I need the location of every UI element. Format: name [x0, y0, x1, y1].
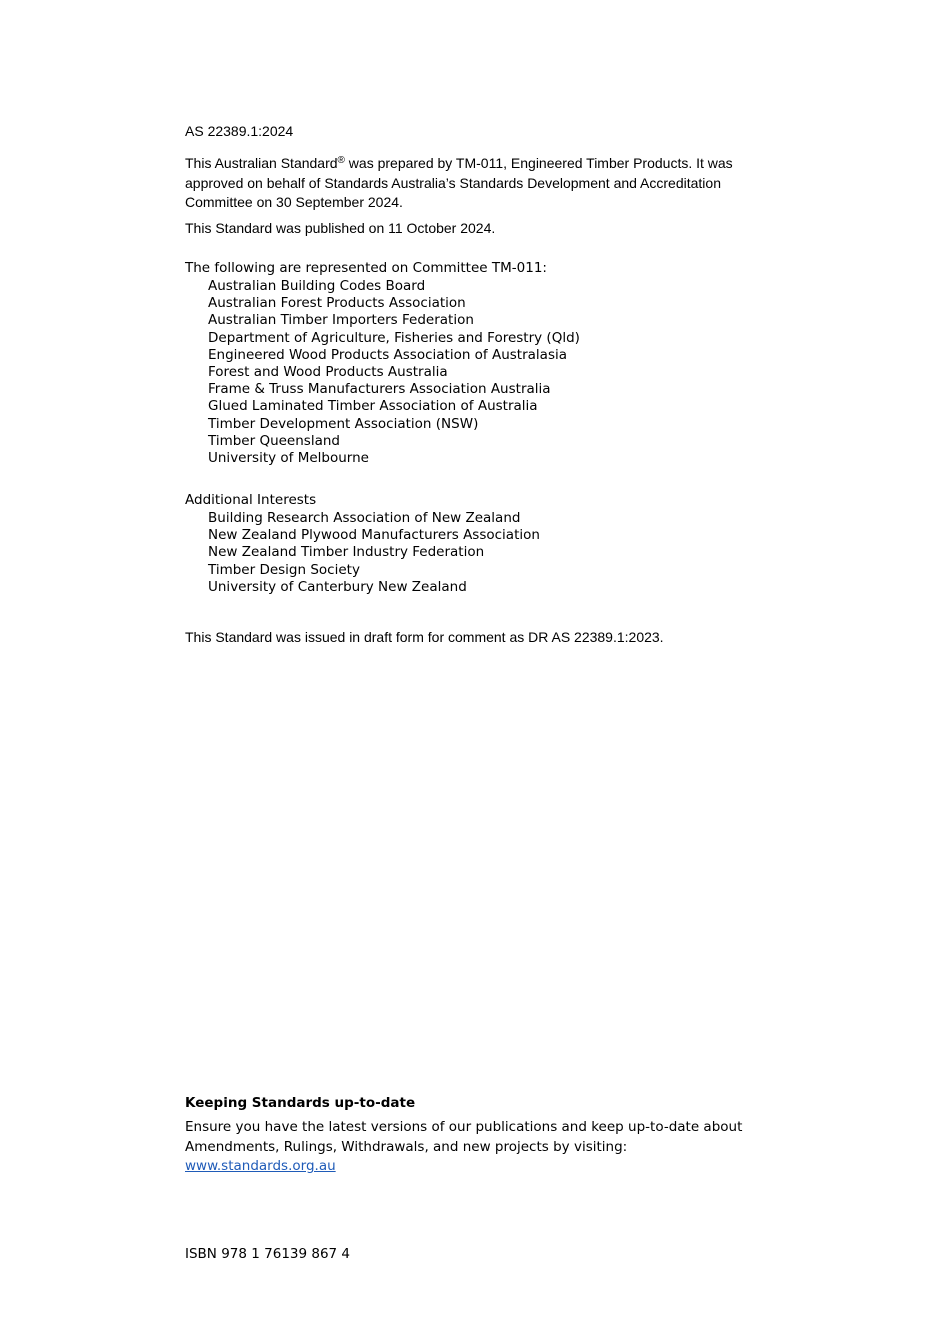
- additional-interest-member: New Zealand Timber Industry Federation: [208, 544, 485, 561]
- additional-interests-heading: Additional Interests: [185, 492, 317, 508]
- additional-interests-list: [185, 510, 540, 596]
- committee-heading: The following are represented on Committee TM-011:: [185, 260, 547, 276]
- committee-member: Department of Agriculture, Fisheries and Forestry (Qld): [208, 329, 580, 346]
- publication-date-statement: This Standard was published on 11 October 2024.: [185, 220, 496, 236]
- committee-member: Frame & Truss Manufacturers Association Australia: [208, 381, 551, 398]
- preparation-text-start: This Australian Standard: [185, 155, 338, 171]
- committee-member: University of Melbourne: [208, 449, 369, 466]
- standards-website-link[interactable]: www.standards.org.au: [185, 1158, 336, 1174]
- additional-interest-member: Timber Design Society: [208, 561, 360, 578]
- committee-member: Forest and Wood Products Australia: [208, 363, 448, 380]
- additional-interest-member: Building Research Association of New Zealand: [208, 510, 521, 526]
- committee-member: Timber Development Association (NSW): [208, 415, 479, 432]
- committee-member: Australian Building Codes Board: [208, 278, 426, 294]
- committee-member: Engineered Wood Products Association of Australasia: [208, 346, 567, 363]
- preparation-text-end: was prepared by TM-011, Engineered Timber Products. It was approved on behalf of Standards Australia’s Standards Development and Accreditation Committee on 30 September 2024.: [185, 155, 733, 210]
- additional-interests-section: [185, 490, 540, 596]
- additional-interest-member: New Zealand Plywood Manufacturers Association: [208, 527, 540, 544]
- draft-note: This Standard was issued in draft form for comment as DR AS 22389.1:2023.: [185, 629, 664, 645]
- registered-mark: ®: [337, 155, 345, 166]
- committee-section: [185, 258, 580, 467]
- committee-member: Glued Laminated Timber Association of Australia: [208, 398, 538, 415]
- committee-member: Timber Queensland: [208, 432, 340, 449]
- standard-designation: AS 22389.1:2024: [185, 123, 294, 139]
- preparation-statement: [185, 154, 765, 213]
- committee-member: Australian Timber Importers Federation: [208, 312, 474, 329]
- committee-member-list: [185, 278, 580, 467]
- keeping-standards-heading: Keeping Standards up-to-date: [185, 1095, 416, 1111]
- additional-interest-member: University of Canterbury New Zealand: [208, 578, 467, 595]
- isbn-number: ISBN 978 1 76139 867 4: [185, 1246, 351, 1262]
- committee-member: Australian Forest Products Association: [208, 295, 466, 312]
- keeping-standards-text: Ensure you have the latest versions of our publications and keep up-to-date about Amendments, Rulings, Withdrawals, and new projects by visiting:: [185, 1119, 743, 1155]
